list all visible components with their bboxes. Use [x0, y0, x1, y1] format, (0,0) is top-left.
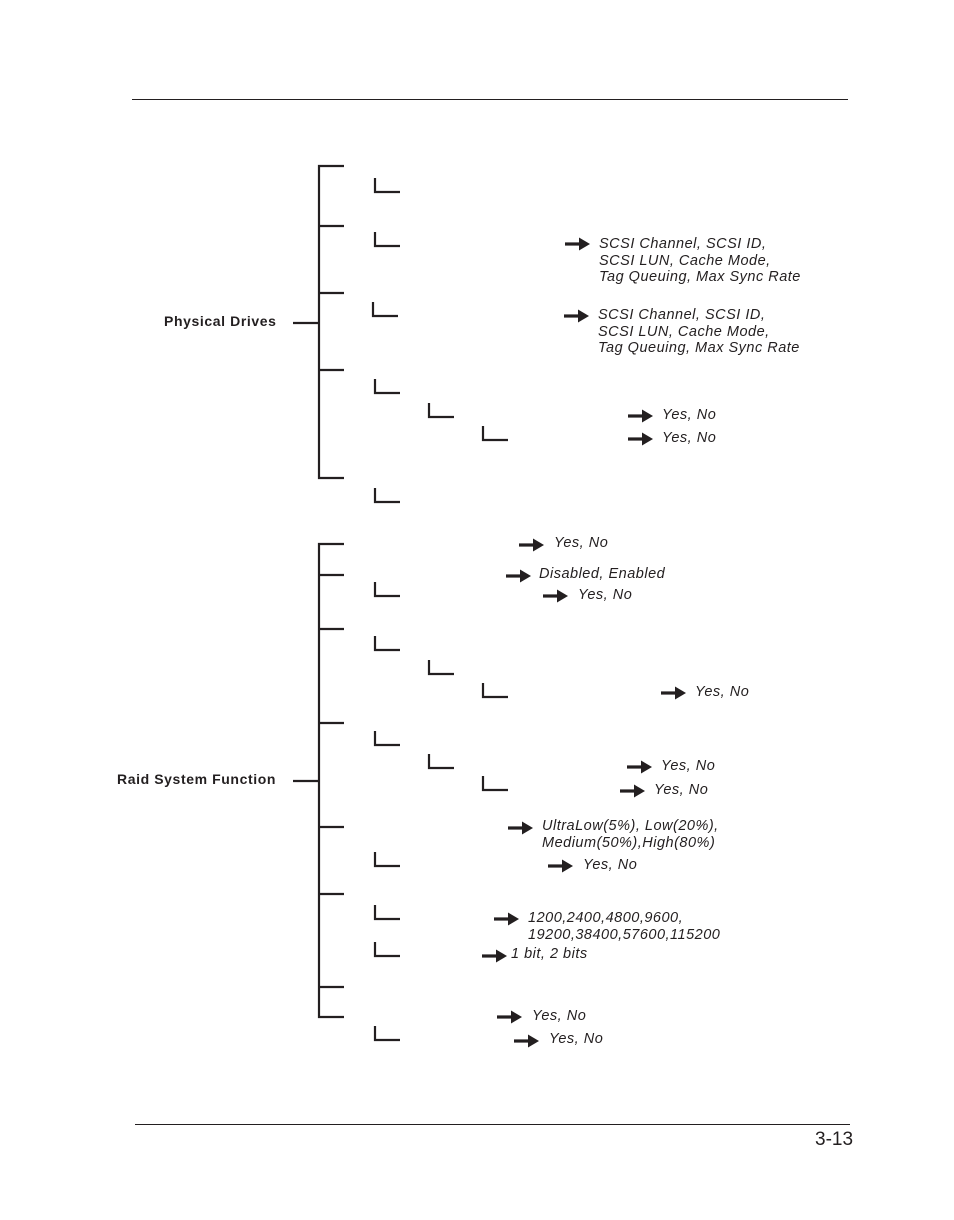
option-values: 1 bit, 2 bits	[511, 946, 588, 962]
rs-elbow	[375, 852, 400, 866]
rs-elbow	[375, 942, 400, 956]
option-values: Yes, No	[654, 782, 709, 798]
arrow-right-icon	[565, 238, 590, 251]
rs-elbow	[375, 636, 400, 650]
option-values: Yes, No	[583, 857, 638, 873]
arrow-right-icon	[543, 590, 568, 603]
option-values: Yes, No	[661, 758, 716, 774]
arrow-right-icon	[627, 761, 652, 774]
arrow-right-icon	[661, 687, 686, 700]
option-values: SCSI Channel, SCSI ID, SCSI LUN, Cache Mode, Tag Queuing, Max Sync Rate	[599, 236, 801, 285]
footer-rule	[135, 1124, 850, 1125]
rs-elbow	[483, 683, 508, 697]
arrow-right-icon	[628, 433, 653, 446]
option-values: Disabled, Enabled	[539, 566, 666, 582]
arrow-right-icon	[508, 822, 533, 835]
pd-elbow	[375, 232, 400, 246]
arrow-right-icon	[497, 1011, 522, 1024]
section-label-raid-system-function: Raid System Function	[117, 771, 277, 787]
rs-elbow	[483, 776, 508, 790]
rs-elbow	[429, 660, 454, 674]
arrow-right-icon	[494, 913, 519, 926]
pd-elbow	[373, 302, 398, 316]
option-values: SCSI Channel, SCSI ID, SCSI LUN, Cache Mode, Tag Queuing, Max Sync Rate	[598, 307, 800, 356]
arrow-right-icon	[514, 1035, 539, 1048]
option-values: 1200,2400,4800,9600, 19200,38400,57600,115200	[528, 910, 721, 943]
arrow-right-icon	[564, 310, 589, 323]
rs-elbow	[429, 754, 454, 768]
rs-bracket	[319, 544, 344, 1017]
arrow-right-icon	[482, 950, 507, 963]
page-number: 3-13	[815, 1129, 854, 1150]
option-values: Yes, No	[554, 535, 609, 551]
pd-elbow	[429, 403, 454, 417]
rs-elbow	[375, 1026, 400, 1040]
rs-elbow	[375, 905, 400, 919]
pd-bracket	[319, 166, 344, 478]
option-values: Yes, No	[578, 587, 633, 603]
pd-elbow	[375, 488, 400, 502]
pd-elbow	[375, 379, 400, 393]
arrow-right-icon	[519, 539, 544, 552]
option-values: Yes, No	[695, 684, 750, 700]
arrow-right-icon	[506, 570, 531, 583]
rs-elbow	[375, 582, 400, 596]
option-values: Yes, No	[532, 1008, 587, 1024]
pd-elbow	[375, 178, 400, 192]
arrow-right-icon	[548, 860, 573, 873]
option-values: Yes, No	[662, 407, 717, 423]
option-values: UltraLow(5%), Low(20%), Medium(50%),High(80%)	[542, 818, 719, 851]
pd-elbow	[483, 426, 508, 440]
option-values: Yes, No	[662, 430, 717, 446]
rs-elbow	[375, 731, 400, 745]
section-label-physical-drives: Physical Drives	[164, 313, 277, 329]
arrow-right-icon	[620, 785, 645, 798]
option-values: Yes, No	[549, 1031, 604, 1047]
arrow-right-icon	[628, 410, 653, 423]
